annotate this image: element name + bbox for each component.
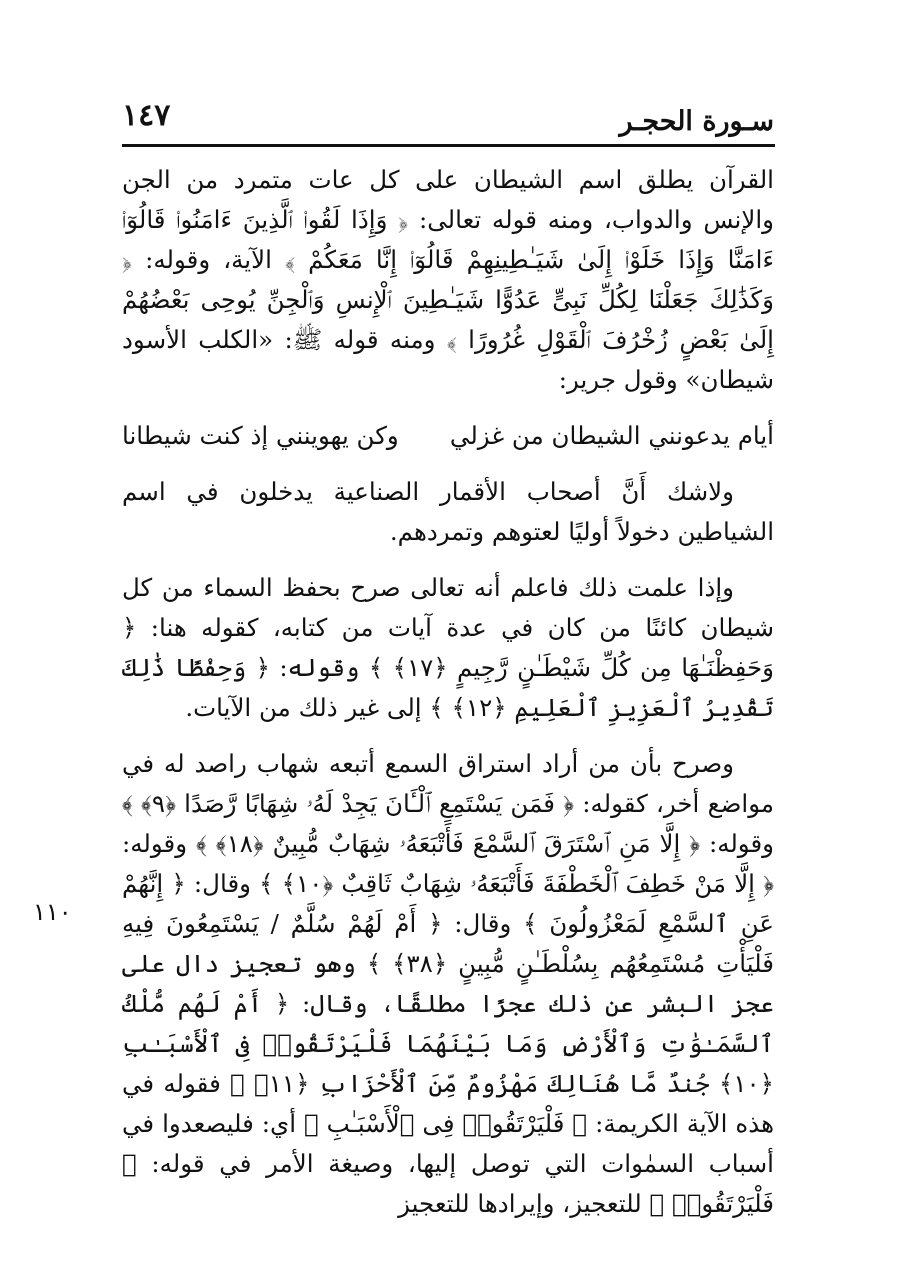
margin-page-reference: ١١٠ <box>33 898 72 926</box>
poem-second-hemistich: وكن يهوينني إذ كنت شيطانا <box>122 421 399 450</box>
poem-verse <box>122 416 774 456</box>
paragraph-shooting-star: وصرح بأن من أراد استراق السمع أتبعه شهاب راصد له في مواضع أخر، كقوله: ﴿ فَمَن يَسْتَمِعِ ٱلْـَٔانَ يَجِدْ لَهُۥ شِهَابًا رَّصَدًا ﴿٩﴾ ﴾ وقوله: ﴿ إِلَّا مَنِ ٱسْتَرَقَ ٱلسَّمْعَ فَأَتْبَعَهُۥ شِهَابٌ مُّبِينٌ ﴿١٨﴾ ﴾ وقوله: ﴿ إِلَّا مَنْ خَطِفَ ٱلْخَطْفَةَ فَأَتْبَعَهُۥ شِهَابٌ ثَاقِبٌ ﴿١٠﴾ ﴾ وقال: ﴿ إِنَّهُمْ عَنِ ٱلسَّمْعِ لَمَعْزُولُونَ ﴾ وقال: ﴿ أَمْ لَهُمْ سُلَّمٌ / يَسْتَمِعُونَ فِيهِ فَلْيَأْتِ مُسْتَمِعُهُم بِسُلْطَـٰنٍ مُّبِينٍ ﴿٣٨﴾ ﴾ وهو تعجيز دال على عجز البشر عن ذلك عجزًا مطلقًا، وقال: ﴿ أَمْ لَهُم مُّلْكُ ٱلسَّمَـٰوَٰتِ وَٱلْأَرْضِ وَمَا بَيْنَهُمَا فَلْيَرْتَقُوا۟ فِى ٱلْأَسْبَـٰبِ ﴿١٠﴾ جُندٌ مَّا هُنَالِكَ مَهْزُومٌ مِّنَ ٱلْأَحْزَابِ ﴿١١﴾ ﴾ فقوله في هذه الآية الكريمة: ﴿ فَلْيَرْتَقُوا۟ فِى ٱلْأَسْبَـٰبِ ﴾ أي: فليصعدوا في أسباب السمٰوات التي توصل إليها، وصيغة الأمر في قوله: ﴿ فَلْيَرْتَقُوا۟ ﴾ للتعجيز، وإيرادها للتعجيز <box>122 749 774 1218</box>
poem-first-hemistich: أيام يدعونني الشيطان من غزلي <box>449 421 774 450</box>
paragraph-shaytan-definition: القرآن يطلق اسم الشيطان على كل عات متمرد من الجن والإنس والدواب، ومنه قوله تعالى: ﴿ وَإِذَا لَقُوا۟ ٱلَّذِينَ ءَامَنُوا۟ قَالُوٓا۟ ءَامَنَّا وَإِذَا خَلَوْا۟ إِلَىٰ شَيَـٰطِينِهِمْ قَالُوٓا۟ إِنَّا مَعَكُمْ ﴾ الآية، وقوله: ﴿ وَكَذَٰلِكَ جَعَلْنَا لِكُلِّ نَبِىٍّ عَدُوًّا شَيَـٰطِينَ ٱلْإِنسِ وَٱلْجِنِّ يُوحِى بَعْضُهُمْ إِلَىٰ بَعْضٍ زُخْرُفَ ٱلْقَوْلِ غُرُورًا ﴾ ومنه قوله ﷺ: «الكلب الأسود شيطان» وقول جرير: <box>122 165 774 394</box>
header-rule <box>122 144 775 147</box>
paragraph-satellites: ولاشك أَنَّ أصحاب الأقمار الصناعية يدخلون في اسم الشياطين دخولاً أوليًا لعتوهم وتمردهم. <box>122 477 774 546</box>
running-header <box>122 98 774 144</box>
main-text <box>122 160 774 1224</box>
surah-title: سـورة الحجـر <box>619 106 774 137</box>
page-number: ١٤٧ <box>122 98 171 133</box>
paragraph-sky-protection: وإذا علمت ذلك فاعلم أنه تعالى صرح بحفظ السماء من كل شيطان كائنًا من كان في عدة آيات من كتابه، كقوله هنا: ﴿ وَحَفِظْنَـٰهَا مِن كُلِّ شَيْطَـٰنٍ رَّجِيمٍ ﴿١٧﴾ ﴾ وقوله: ﴿ وَحِفْظًا ذَٰلِكَ تَقْدِيرُ ٱلْعَزِيزِ ٱلْعَلِيمِ ﴿١٢﴾ ﴾ إلى غير ذلك من الآيات. <box>122 573 774 722</box>
